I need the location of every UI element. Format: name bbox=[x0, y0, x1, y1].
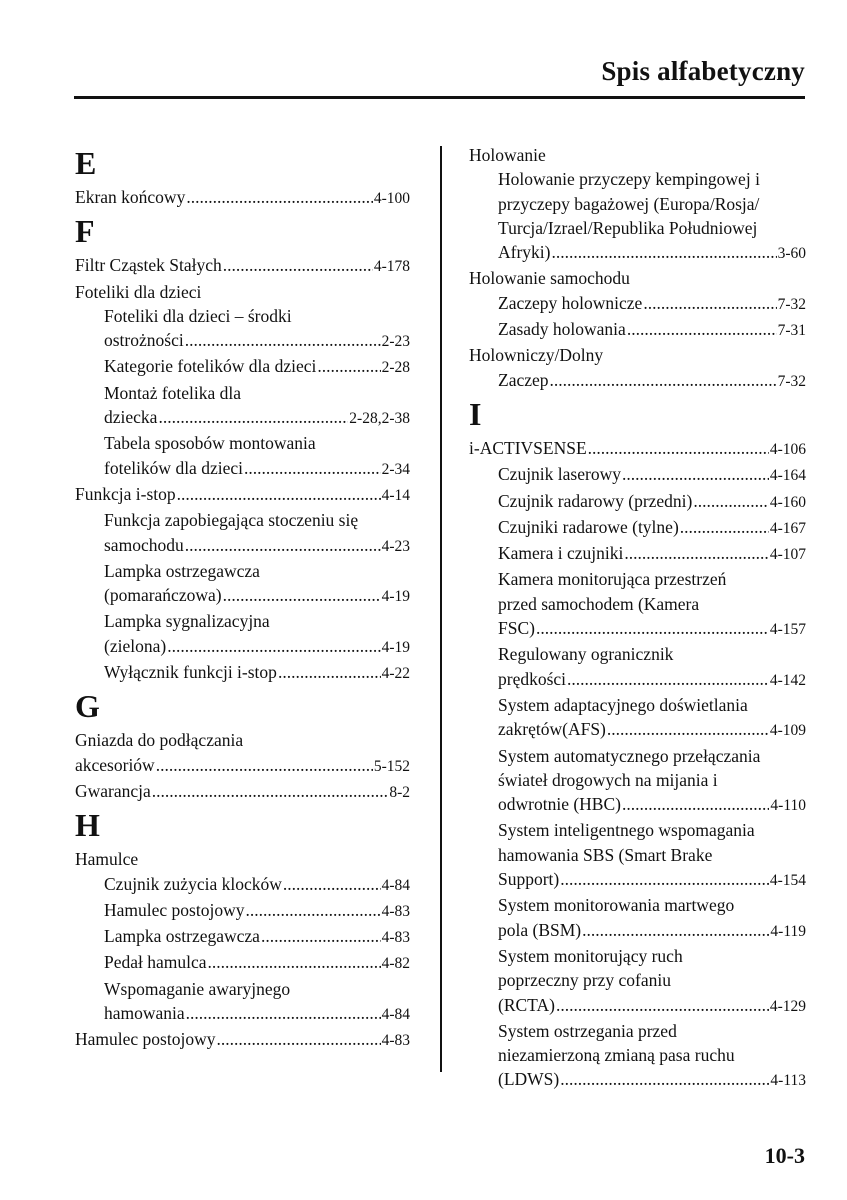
index-entry bbox=[469, 667, 806, 693]
dot-leader bbox=[560, 867, 769, 891]
index-term: Tabela sposobów montowania bbox=[104, 433, 316, 454]
index-entry-term: Gwarancja bbox=[75, 780, 151, 801]
dot-leader bbox=[693, 489, 768, 513]
index-term: Holowniczy/Dolny bbox=[469, 345, 604, 366]
index-entry bbox=[469, 240, 806, 266]
index-entry-term: Zaczep bbox=[498, 369, 549, 390]
index-entry-term: dziecka bbox=[104, 407, 158, 428]
index-entry-page: 4-83 bbox=[381, 1032, 410, 1050]
dot-leader bbox=[550, 368, 777, 392]
index-term: System monitorujący ruch bbox=[498, 945, 683, 966]
index-entry bbox=[75, 872, 410, 898]
index-entry-term: (pomarańczowa) bbox=[104, 585, 222, 606]
index-entry-page: 4-14 bbox=[381, 486, 410, 504]
dot-leader bbox=[185, 533, 381, 557]
index-entry-page: 4-84 bbox=[381, 1006, 410, 1024]
index-entry bbox=[75, 533, 410, 559]
index-term: przyczepy bagażowej (Europa/Rosja/ bbox=[498, 193, 760, 214]
index-entry-page: 4-178 bbox=[373, 258, 410, 276]
index-term: Holowanie bbox=[469, 145, 546, 165]
index-entry-page: 4-84 bbox=[381, 876, 410, 894]
index-entry bbox=[469, 515, 806, 541]
dot-leader bbox=[588, 436, 769, 460]
index-entry bbox=[75, 950, 410, 976]
index-entry-term: Hamulec postojowy bbox=[75, 1029, 216, 1050]
dot-leader bbox=[622, 462, 769, 486]
index-entry-page: 4-129 bbox=[769, 997, 806, 1015]
index-entry bbox=[469, 616, 806, 642]
index-entry-page: 4-19 bbox=[381, 638, 410, 656]
index-entry-term: ostrożności bbox=[104, 330, 184, 351]
index-letter-heading: E bbox=[75, 145, 97, 181]
dot-leader bbox=[223, 583, 381, 607]
dot-leader bbox=[536, 616, 769, 640]
index-entry bbox=[75, 779, 410, 805]
index-entry-term: i-ACTIVSENSE bbox=[469, 437, 587, 458]
index-term: Lampka sygnalizacyjna bbox=[104, 611, 270, 632]
index-entry bbox=[75, 924, 410, 950]
index-entry-term: Czujnik radarowy (przedni) bbox=[498, 490, 693, 511]
dot-leader bbox=[643, 291, 776, 315]
index-entry bbox=[469, 541, 806, 567]
index-entry bbox=[75, 328, 410, 354]
index-entry-term: Pedał hamulca bbox=[104, 952, 207, 973]
index-entry bbox=[469, 317, 806, 343]
dot-leader bbox=[152, 779, 389, 803]
index-entry-term: Kamera i czujniki bbox=[498, 543, 624, 564]
index-entry-page: 4-83 bbox=[381, 902, 410, 920]
index-entry bbox=[469, 1067, 806, 1093]
dot-leader bbox=[582, 918, 769, 942]
index-entry-term: Hamulec postojowy bbox=[104, 899, 245, 920]
index-entry-term: hamowania bbox=[104, 1003, 185, 1024]
index-entry bbox=[75, 753, 410, 779]
dot-leader bbox=[607, 717, 769, 741]
index-term: Holowanie samochodu bbox=[469, 268, 630, 289]
index-entry-page: 4-83 bbox=[381, 929, 410, 947]
dot-leader bbox=[560, 1067, 769, 1091]
index-entry bbox=[469, 918, 806, 944]
index-entry bbox=[75, 482, 410, 508]
index-entry bbox=[469, 462, 806, 488]
index-term: Gniazda do podłączania bbox=[75, 730, 244, 751]
index-entry bbox=[75, 253, 410, 279]
index-entry-term: zakrętów(AFS) bbox=[498, 719, 606, 740]
index-term: niezamierzoną zmianą pasa ruchu bbox=[498, 1045, 735, 1066]
dot-leader bbox=[208, 950, 381, 974]
index-entry bbox=[469, 993, 806, 1019]
index-letter-heading: G bbox=[75, 688, 100, 725]
index-entry-page: 2-28 bbox=[381, 359, 410, 377]
index-term: Kamera monitorująca przestrzeń bbox=[498, 569, 727, 590]
index-letter-heading: I bbox=[469, 395, 482, 432]
index-entry-term: Czujnik laserowy bbox=[498, 464, 621, 485]
index-entry bbox=[75, 1001, 410, 1027]
dot-leader bbox=[567, 667, 769, 691]
dot-leader bbox=[278, 660, 381, 684]
dot-leader bbox=[185, 328, 381, 352]
index-entry-page: 4-22 bbox=[381, 665, 410, 683]
dot-leader bbox=[158, 405, 348, 429]
index-entry-term: (zielona) bbox=[104, 635, 167, 656]
index-term: Funkcja zapobiegająca stoczeniu się bbox=[104, 510, 359, 531]
index-entry bbox=[75, 354, 410, 380]
index-column-left bbox=[75, 143, 410, 1054]
index-entry bbox=[469, 489, 806, 515]
index-entry-term: prędkości bbox=[498, 668, 567, 689]
index-entry-page: 4-154 bbox=[769, 872, 806, 890]
index-entry bbox=[75, 898, 410, 924]
dot-leader bbox=[551, 240, 776, 264]
index-entry-term: Ekran końcowy bbox=[75, 187, 186, 207]
index-entry-term: Zaczepy holownicze bbox=[498, 292, 643, 313]
index-term: System automatycznego przełączania bbox=[498, 745, 761, 766]
index-entry-term: samochodu bbox=[104, 534, 184, 555]
index-entry-term: pola (BSM) bbox=[498, 919, 582, 940]
index-entry-page: 4-113 bbox=[770, 1072, 806, 1090]
index-column-right bbox=[469, 143, 806, 1094]
index-entry-page: 2-23 bbox=[381, 333, 410, 351]
index-entry-page: 4-167 bbox=[769, 519, 806, 537]
index-entry-page: 4-100 bbox=[373, 190, 410, 207]
index-term: Regulowany ogranicznik bbox=[498, 644, 674, 665]
index-entry-page: 4-106 bbox=[769, 440, 806, 458]
index-entry-page: 4-164 bbox=[769, 467, 806, 485]
index-entry bbox=[75, 1027, 410, 1053]
index-term: Foteliki dla dzieci bbox=[75, 281, 202, 302]
column-divider bbox=[440, 146, 442, 1072]
dot-leader bbox=[627, 317, 777, 341]
dot-leader bbox=[556, 993, 769, 1017]
index-entry-page: 4-110 bbox=[770, 797, 806, 815]
index-term: System adaptacyjnego doświetlania bbox=[498, 694, 748, 715]
index-entry-page: 5-152 bbox=[373, 757, 410, 775]
index-entry-page: 8-2 bbox=[389, 783, 410, 801]
index-entry bbox=[469, 291, 806, 317]
dot-leader bbox=[186, 1001, 381, 1025]
index-letter-heading: F bbox=[75, 213, 95, 250]
index-entry-page: 4-157 bbox=[769, 621, 806, 639]
index-entry bbox=[469, 368, 806, 394]
index-entry-page: 4-107 bbox=[769, 546, 806, 564]
index-entry-term: odwrotnie (HBC) bbox=[498, 794, 621, 815]
index-entry-term: FSC) bbox=[498, 618, 535, 639]
index-entry-page: 2-28,2-38 bbox=[349, 410, 410, 428]
index-entry-page: 4-109 bbox=[769, 722, 806, 740]
index-entry-term: Kategorie fotelików dla dzieci bbox=[104, 356, 317, 377]
index-entry bbox=[75, 456, 410, 482]
dot-leader bbox=[245, 898, 380, 922]
index-entry bbox=[75, 583, 410, 609]
index-entry-page: 4-82 bbox=[381, 955, 410, 973]
index-term: System monitorowania martwego bbox=[498, 895, 735, 916]
index-entry-page: 4-160 bbox=[769, 493, 806, 511]
index-letter-heading: H bbox=[75, 807, 100, 844]
index-term: Turcja/Izrael/Republika Południowej bbox=[498, 217, 758, 238]
index-term: Montaż fotelika dla bbox=[104, 382, 242, 403]
index-entry-page: 4-19 bbox=[381, 588, 410, 606]
index-entry-term: Funkcja i-stop bbox=[75, 483, 176, 504]
dot-leader bbox=[624, 541, 768, 565]
index-entry bbox=[75, 405, 410, 431]
index-entry-page: 4-119 bbox=[770, 922, 806, 940]
index-entry-term: Zasady holowania bbox=[498, 319, 626, 340]
index-term: Hamulce bbox=[75, 849, 139, 870]
header-rule bbox=[74, 96, 805, 99]
index-entry-page: 7-32 bbox=[777, 295, 806, 313]
index-entry bbox=[469, 717, 806, 743]
index-entry-page: 2-34 bbox=[381, 460, 410, 478]
index-entry bbox=[75, 660, 410, 686]
dot-leader bbox=[680, 515, 769, 539]
index-entry-term: Czujnik zużycia klocków bbox=[104, 873, 282, 894]
dot-leader bbox=[156, 753, 373, 777]
index-term: przed samochodem (Kamera bbox=[498, 593, 700, 614]
index-term: System inteligentnego wspomagania bbox=[498, 820, 755, 841]
index-entry-term: Lampka ostrzegawcza bbox=[104, 926, 260, 947]
dot-leader bbox=[283, 872, 381, 896]
index-term: hamowania SBS (Smart Brake bbox=[498, 844, 713, 865]
index-entry-term: Wyłącznik funkcji i-stop bbox=[104, 662, 277, 683]
page-title: Spis alfabetyczny bbox=[601, 56, 805, 86]
index-entry-page: 7-31 bbox=[777, 322, 806, 340]
index-entry-page: 3-60 bbox=[777, 245, 806, 263]
index-entry-term: Afryki) bbox=[498, 242, 551, 263]
index-term: Holowanie przyczepy kempingowej i bbox=[498, 169, 760, 190]
dot-leader bbox=[244, 456, 381, 480]
dot-leader bbox=[177, 482, 381, 506]
index-entry-page: 7-32 bbox=[777, 372, 806, 390]
index-entry-term: Filtr Cząstek Stałych bbox=[75, 255, 222, 276]
dot-leader bbox=[622, 792, 769, 816]
index-term: Wspomaganie awaryjnego bbox=[104, 978, 291, 999]
index-term: poprzeczny przy cofaniu bbox=[498, 970, 671, 991]
page-number: 10-3 bbox=[764, 1143, 805, 1168]
index-entry bbox=[75, 185, 410, 211]
index-entry bbox=[469, 792, 806, 818]
index-term: Lampka ostrzegawcza bbox=[104, 560, 260, 581]
index-term: świateł drogowych na mijania i bbox=[498, 769, 718, 790]
index-term: System ostrzegania przed bbox=[498, 1020, 677, 1041]
dot-leader bbox=[261, 924, 381, 948]
index-entry-term: akcesoriów bbox=[75, 754, 155, 775]
index-entry-term: (RCTA) bbox=[498, 994, 555, 1015]
index-entry-term: Czujniki radarowe (tylne) bbox=[498, 516, 679, 537]
index-entry bbox=[469, 436, 806, 462]
index-entry-page: 4-142 bbox=[769, 671, 806, 689]
dot-leader bbox=[223, 253, 373, 277]
dot-leader bbox=[216, 1027, 380, 1051]
index-entry-term: Support) bbox=[498, 869, 560, 890]
index-entry bbox=[469, 867, 806, 893]
index-entry bbox=[75, 634, 410, 660]
index-entry-term: (LDWS) bbox=[498, 1069, 560, 1090]
dot-leader bbox=[317, 354, 380, 378]
index-entry-page: 4-23 bbox=[381, 537, 410, 555]
dot-leader bbox=[167, 634, 380, 658]
dot-leader bbox=[186, 185, 373, 209]
index-entry-term: fotelików dla dzieci bbox=[104, 457, 243, 478]
index-term: Foteliki dla dzieci – środki bbox=[104, 305, 292, 326]
